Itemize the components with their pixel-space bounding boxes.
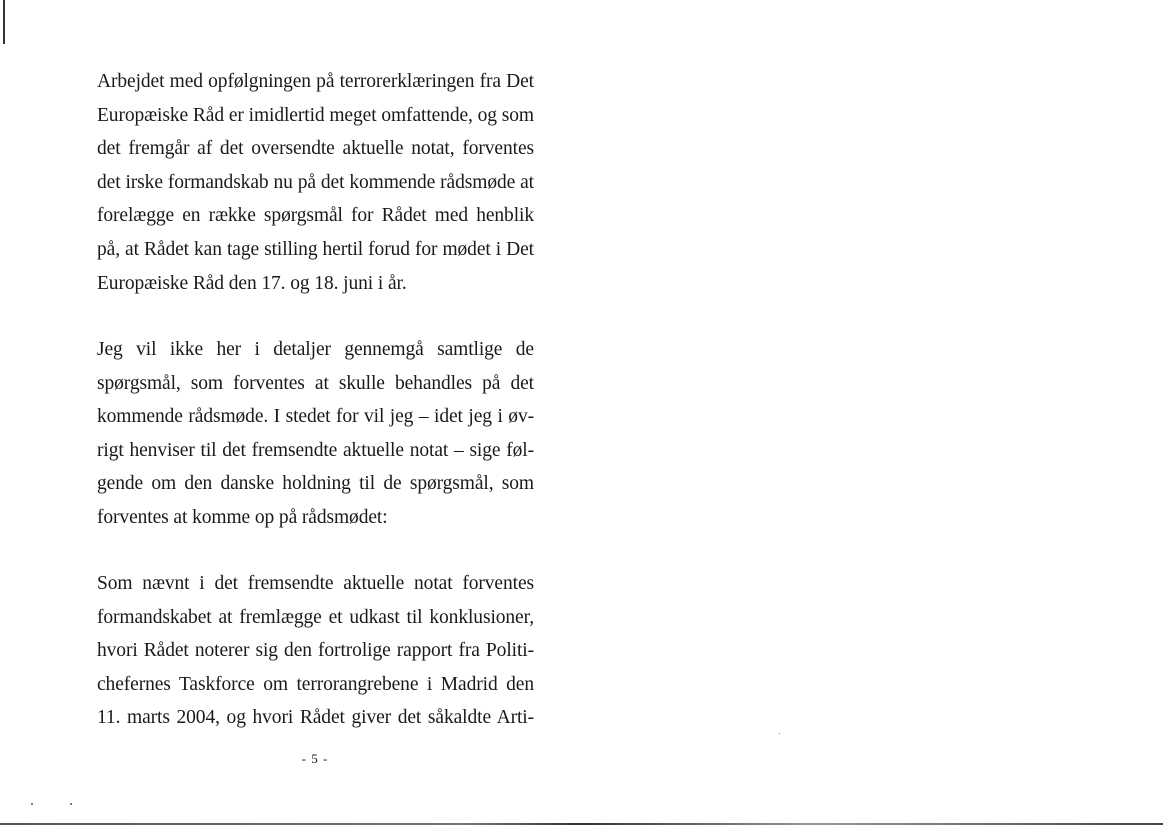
text-line: hvori Rådet noterer sig den fortrolige rapport fra Politi- xyxy=(97,640,534,662)
scan-speck xyxy=(31,803,33,805)
paragraph-1 xyxy=(97,65,534,300)
text-line: spørgsmål, som forventes at skulle behandles på det xyxy=(97,372,534,394)
text-line: Som nævnt i det fremsendte aktuelle notat forventes xyxy=(97,573,534,594)
paragraph-2 xyxy=(97,333,534,535)
text-line: Jeg vil ikke her i detaljer gennemgå samtlige de xyxy=(97,339,534,360)
text-line: rigt henviser til det fremsendte aktuelle notat – sige føl- xyxy=(97,439,534,461)
text-line: gende om den danske holdning til de spørgsmål, som xyxy=(97,473,534,495)
text-line: det irske formandskab nu på det kommende rådsmøde at xyxy=(97,171,534,193)
scan-bottom-edge xyxy=(0,823,1163,825)
text-line: på, at Rådet kan tage stilling hertil forud for mødet i Det xyxy=(97,238,534,260)
text-line: forventes at komme op på rådsmødet: xyxy=(97,506,388,528)
page-number: - 5 - xyxy=(301,751,329,766)
text-line: Europæiske Råd den 17. og 18. juni i år. xyxy=(97,272,407,294)
text-line: forelægge en række spørgsmål for Rådet med henblik xyxy=(97,205,534,227)
text-line: formandskabet at fremlægge et udkast til konklusioner, xyxy=(97,606,534,628)
paragraph-3 xyxy=(97,567,534,735)
scan-speck xyxy=(70,803,72,805)
text-line: kommende rådsmøde. I stedet for vil jeg – idet jeg i øv- xyxy=(97,406,534,428)
text-line: Europæiske Råd er imidlertid meget omfattende, og som xyxy=(97,104,534,126)
text-line: det fremgår af det oversendte aktuelle notat, forventes xyxy=(97,138,534,160)
text-line: 11. marts 2004, og hvori Rådet giver det såkaldte Arti- xyxy=(97,707,534,729)
scan-speck xyxy=(779,733,780,734)
scan-edge-mark xyxy=(3,0,5,44)
text-line: Arbejdet med opfølgningen på terrorerklæringen fra Det xyxy=(97,71,534,92)
text-line: chefernes Taskforce om terrorangrebene i Madrid den xyxy=(97,673,534,695)
